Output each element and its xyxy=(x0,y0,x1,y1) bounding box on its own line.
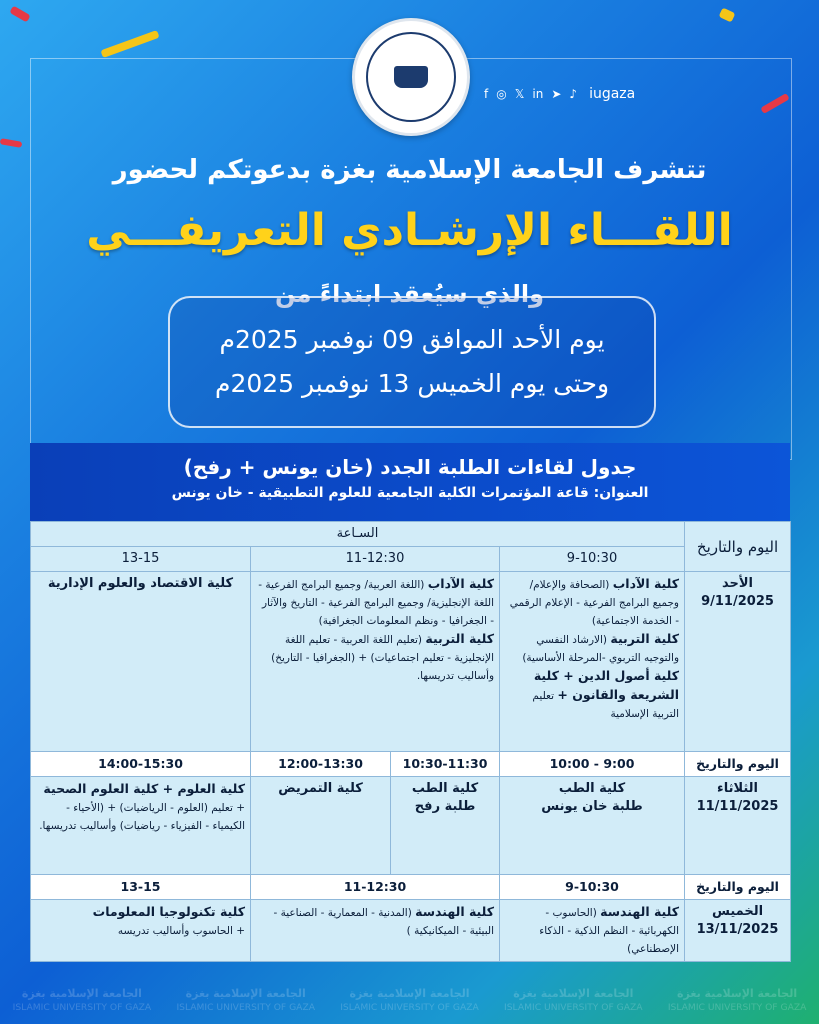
watermark-strip xyxy=(0,976,819,1024)
schedule-address: العنوان: قاعة المؤتمرات الكلية الجامعية للعلوم التطبيقية - خان يونس xyxy=(171,485,649,501)
date-box xyxy=(168,296,656,428)
schedule-heading xyxy=(30,443,790,521)
table-row xyxy=(31,752,791,777)
day-header: اليوم والتاريخ xyxy=(685,875,791,900)
session-cell: كلية الطب طلبة رفح xyxy=(391,777,500,875)
confetti-piece xyxy=(0,138,22,148)
date-to: وحتى يوم الخميس 13 نوفمبر 2025م xyxy=(214,369,610,398)
day-cell: الخميس 13/11/2025 xyxy=(685,900,791,962)
x-icon[interactable]: 𝕏 xyxy=(514,87,525,101)
confetti-piece xyxy=(719,8,736,23)
confetti-ribbon xyxy=(100,30,159,58)
date-from: يوم الأحد الموافق 09 نوفمبر 2025م xyxy=(219,325,605,354)
slot-header: 11-12:30 xyxy=(251,547,500,572)
university-logo xyxy=(352,18,470,136)
slot-header: 9:00 - 10:00 xyxy=(500,752,685,777)
session-cell: كلية التمريض xyxy=(251,777,391,875)
instagram-icon[interactable]: ◎ xyxy=(496,87,507,101)
slot-header: 11-12:30 xyxy=(251,875,500,900)
slot-header: 12:00-13:30 xyxy=(251,752,391,777)
social-bar xyxy=(484,86,635,102)
time-header: السـاعة xyxy=(31,522,685,547)
table-row xyxy=(31,777,791,875)
watermark-item: الجامعة الإسلامية بغزة ISLAMIC UNIVERSITY OF GAZA xyxy=(667,986,807,1013)
schedule-table xyxy=(30,521,791,962)
watermark-item: الجامعة الإسلامية بغزة ISLAMIC UNIVERSITY OF GAZA xyxy=(340,986,479,1013)
telegram-icon[interactable]: ➤ xyxy=(551,87,562,101)
tiktok-icon[interactable]: ♪ xyxy=(569,87,578,101)
session-cell: كلية الاقتصاد والعلوم الإدارية xyxy=(31,572,251,752)
day-cell: الأحد 9/11/2025 xyxy=(685,572,791,752)
day-header: اليوم والتاريخ xyxy=(685,522,791,572)
session-cell: كلية تكنولوجيا المعلومات + الحاسوب وأساليب تدريسه xyxy=(31,900,251,962)
table-row xyxy=(31,875,791,900)
social-handle: iugaza xyxy=(589,86,636,102)
day-cell: الثلاثاء 11/11/2025 xyxy=(685,777,791,875)
table-row xyxy=(31,900,791,962)
session-cell: كلية العلوم + كلية العلوم الصحية + تعليم (العلوم - الرياضيات) + (الأحياء - الكيمياء - الفيزياء - رياضيات) وأساليب تدريسها. xyxy=(31,777,251,875)
facebook-icon[interactable]: f xyxy=(484,87,489,101)
session-cell: كلية الطب طلبة خان يونس xyxy=(500,777,685,875)
session-cell: كلية الآداب (الصحافة والإعلام/ وجميع البرامج الفرعية - الإعلام الرقمي - الخدمة الاجتماعية) كلية التربية (الارشاد النفسي والتوجيه التربوي -المرحلة الأساسية) كلية أصول الدين + كلية الشريعة والقانون + تعليم التربية الإسلامية xyxy=(500,572,685,752)
slot-header: 13-15 xyxy=(31,547,251,572)
slot-header: 13-15 xyxy=(31,875,251,900)
session-cell: كلية الهندسة (المدنية - المعمارية - الصناعية - البيئية - الميكانيكية ) xyxy=(251,900,500,962)
invite-line: تتشرف الجامعة الإسلامية بغزة بدعوتكم لحضور xyxy=(112,155,707,185)
watermark-item: الجامعة الإسلامية بغزة ISLAMIC UNIVERSITY OF GAZA xyxy=(504,986,643,1013)
session-cell: كلية الآداب (اللغة العربية/ وجميع البرامج الفرعية - اللغة الإنجليزية/ وجميع البرامج الفرعية - التاريخ والآثار - الجغرافيا - ونظم المعلومات الجغرافية) كلية التربية (تعليم اللغة العربية - تعليم اللغة الإنجليزية - تعليم اجتماعيات) + (الجغرافيا - التاريخ) وأساليب تدريسها. xyxy=(251,572,500,752)
event-title: اللقـــاء الإرشـادي التعريفـــي xyxy=(86,205,733,256)
session-cell: كلية الهندسة (الحاسوب - الكهربائية - النظم الذكية - الذكاء الإصطناعي) xyxy=(500,900,685,962)
start-line: والذي سيُعقد ابتداءً من xyxy=(274,280,544,308)
confetti-piece xyxy=(9,6,30,23)
day-header: اليوم والتاريخ xyxy=(685,752,791,777)
linkedin-icon[interactable]: in xyxy=(532,87,544,101)
slot-header: 14:00-15:30 xyxy=(31,752,251,777)
slot-header: 9-10:30 xyxy=(500,547,685,572)
watermark-item: الجامعة الإسلامية بغزة ISLAMIC UNIVERSITY OF GAZA xyxy=(12,986,152,1013)
table-row xyxy=(31,572,791,752)
slot-header: 10:30-11:30 xyxy=(391,752,500,777)
schedule-title: جدول لقاءات الطلبة الجدد (خان يونس + رفح) xyxy=(183,455,637,479)
watermark-item: الجامعة الإسلامية بغزة ISLAMIC UNIVERSITY OF GAZA xyxy=(176,986,315,1013)
slot-header: 9-10:30 xyxy=(500,875,685,900)
